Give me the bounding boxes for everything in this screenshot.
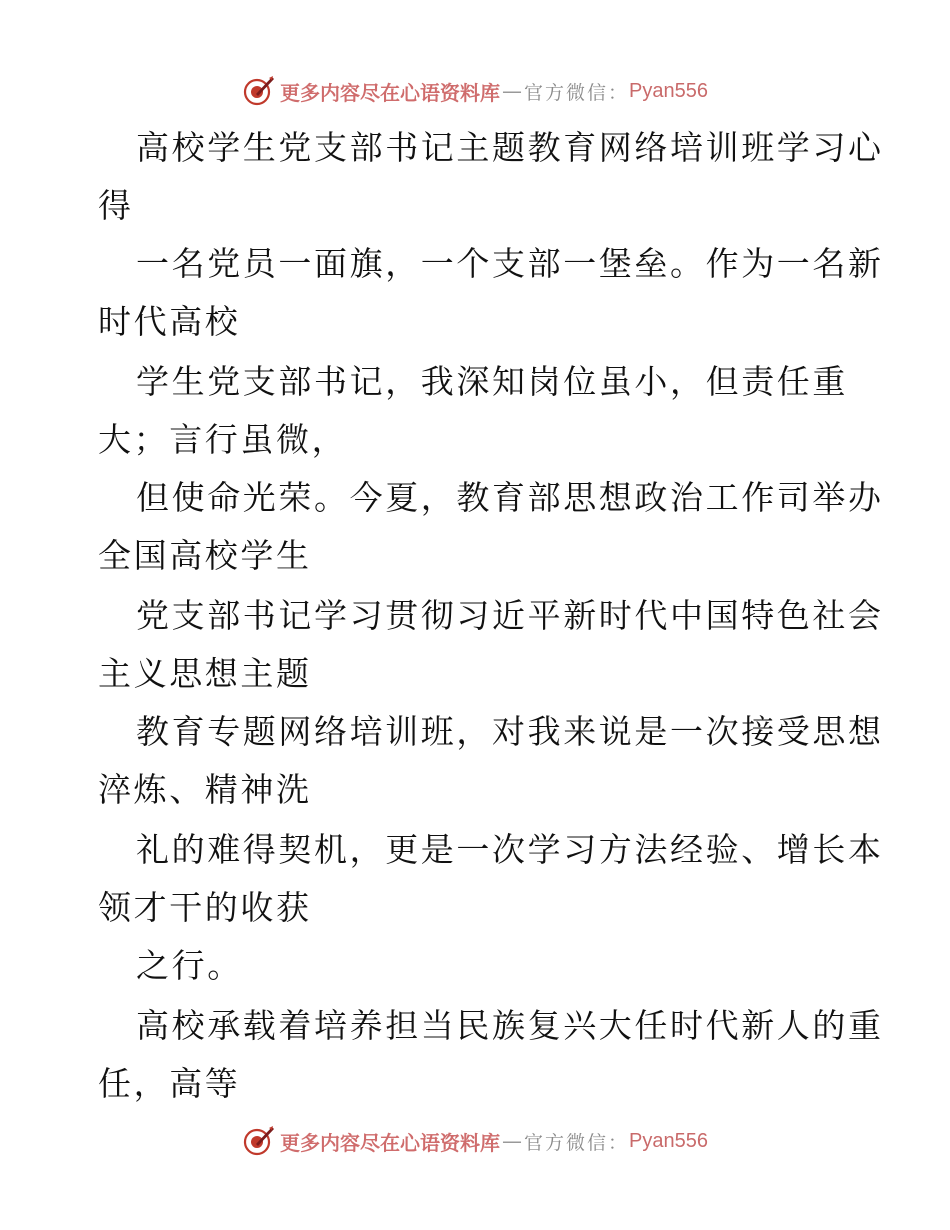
text-line: 但使命光荣。今夏，教育部思想政治工作司举办 xyxy=(136,478,884,517)
banner-wechat-id: Pyan556 xyxy=(629,79,708,102)
feather-pen-seal-icon xyxy=(242,74,276,108)
text-line: 领才干的收获 xyxy=(98,888,312,927)
text-line: 主义思想主题 xyxy=(98,654,312,693)
text-line: 大；言行虽微， xyxy=(98,420,348,459)
text-line: 学生党支部书记，我深知岗位虽小，但责任重 xyxy=(136,362,848,401)
text-line: 时代高校 xyxy=(98,302,241,341)
text-line: 党支部书记学习贯彻习近平新时代中国特色社会 xyxy=(136,596,884,635)
text-line: 全国高校学生 xyxy=(98,536,312,575)
banner-dash: — xyxy=(502,1129,522,1153)
text-line: 高校承载着培养担当民族复兴大任时代新人的重 xyxy=(136,1006,884,1045)
text-line: 之行。 xyxy=(136,946,243,985)
banner-official-label: 官方微信： xyxy=(524,1131,630,1154)
header-banner xyxy=(0,71,950,111)
feather-pen-seal-icon xyxy=(242,1124,276,1158)
footer-banner xyxy=(0,1121,950,1161)
text-line: 一名党员一面旗，一个支部一堡垒。作为一名新 xyxy=(136,244,884,283)
text-line: 得 xyxy=(98,186,134,225)
text-line: 礼的难得契机，更是一次学习方法经验、增长本 xyxy=(136,830,884,869)
banner-title: 更多内容尽在心语资料库 xyxy=(280,1130,500,1155)
text-line: 教育专题网络培训班，对我来说是一次接受思想 xyxy=(136,712,884,751)
banner-official-label: 官方微信： xyxy=(524,81,630,104)
banner-title: 更多内容尽在心语资料库 xyxy=(280,80,500,105)
banner-wechat-id: Pyan556 xyxy=(629,1129,708,1152)
text-line: 任，高等 xyxy=(98,1064,241,1103)
text-line: 高校学生党支部书记主题教育网络培训班学习心 xyxy=(136,128,884,167)
banner-dash: — xyxy=(502,79,522,103)
text-line: 淬炼、精神洗 xyxy=(98,770,312,809)
